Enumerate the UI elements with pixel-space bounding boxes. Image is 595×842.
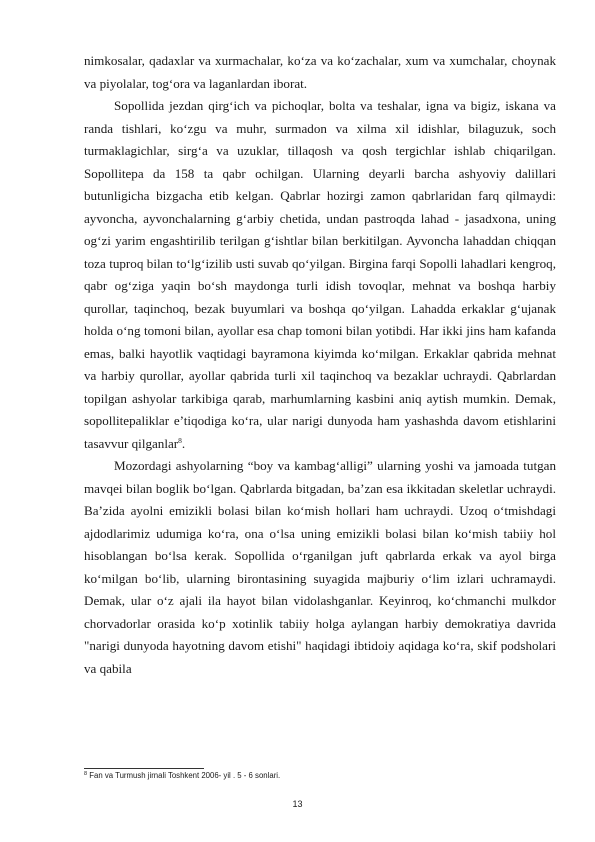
footnote-divider: [84, 768, 204, 769]
paragraph-sopolli-artifacts: [84, 95, 556, 455]
footnote: [84, 771, 556, 781]
paragraph-end: .: [181, 435, 186, 451]
paragraph-continuation: nimkosalar, qadaxlar va xurmachalar, ko‘za va ko‘zachalar, xum va xumchalar, choynak va piyolalar, tog‘ora va laganlardan iborat.: [84, 53, 556, 91]
paragraph-burial-objects: Mozordagi ashyolarning “boy va kambag‘alligi” ularning yoshi va jamoada tutgan mavqei bilan boglik bo‘lgan. Qabrlarda bitgadan, ba’zan esa ikkitadan skeletlar uchraydi. Ba’zida ayolni emizikli bolasi bilan ko‘mish hollari ham uchraydi. Uzoq o‘tmishdagi ajdodlarimiz udumiga ko‘ra, ona o‘lsa uning emizikli bolasi bilan ko‘mish tabiiy hol hisoblangan bo‘lsa kerak. Sopollida o‘rganilgan juft qabrlarda erkak va ayol birga ko‘milgan bo‘lib, ularning birontasining suyagida majburiy o‘lim izlari uchramaydi. Demak, ular o‘z ajali ila hayot bilan vidolashganlar. Keyinroq, ko‘chmanchi mulkdor chorvadorlar orasida ko‘p xotinlik tabiiy holga aylangan harbiy demokratiya davrida "narigi dunyoda hayotning davom etishi" haqidagi ibtidoiy aqidaga ko‘ra, skif podsholari va qabila: [84, 458, 556, 676]
footnote-number: 8: [84, 771, 88, 777]
footnote-reference[interactable]: 8: [178, 435, 182, 445]
footnote-text: Fan va Turmush jirnali Toshkent 2006- yil . 5 - 6 sonlari.: [87, 771, 281, 780]
body-text: [84, 50, 556, 680]
page-number: 13: [292, 799, 303, 809]
paragraph-text: Sopollida jezdan qirg‘ich va pichoqlar, bolta va teshalar, igna va bigiz, iskana va randa tishlari, ko‘zgu va muhr, surmadon va xilma xil idishlar, bilaguzuk, soch turmaklagichlar, sirg‘a va uzuklar, tillaqosh va qosh tergichlar ishlab chiqarilgan. Sopollitepa da 158 ta qabr ochilgan. Ularning deyarli barcha ashyoviy dalillari butunligicha bizgacha etib kelgan. Qabrlar hozirgi zamon qabrlaridan farq qilmaydi: ayvoncha, ayvonchalarning g‘arbiy chetida, undan pastroqda lahad - jasadxona, uning og‘zi yarim engashtirilib terilgan g‘ishtlar bilan berkitilgan. Ayvoncha lahaddan chiqqan toza tuproq bilan to‘lg‘izilib usti suvab qo‘yilgan. Birgina farqi Sopolli lahadlari kengroq, qabr og‘ziga yaqin bo‘sh maydonga turli idish tovoqlar, mehnat va boshqa harbiy qurollar, taqinchoq, bezak buyumlari va boshqa qo‘yilgan. Lahadda erkaklar g‘ujanak holda o‘ng tomoni bilan, ayollar esa chap tomoni bilan yotibdi. Har ikki jins ham kafanda emas, balki hayotlik vaqtidagi bayramona kiyimda ko‘milgan. Erkaklar qabrida mehnat va harbiy qurollar, ayollar qabrida turli xil taqinchoq va bezaklar uchraydi. Qabrlardan topilgan ashyolar tarkibiga qarab, marhumlarning kasbini aniq aytish mumkin. Demak, sopollitepaliklar e’tiqodiga ko‘ra, ular narigi dunyoda ham yashashda davom etishlarini tasavvur qilganlar: [84, 98, 556, 451]
